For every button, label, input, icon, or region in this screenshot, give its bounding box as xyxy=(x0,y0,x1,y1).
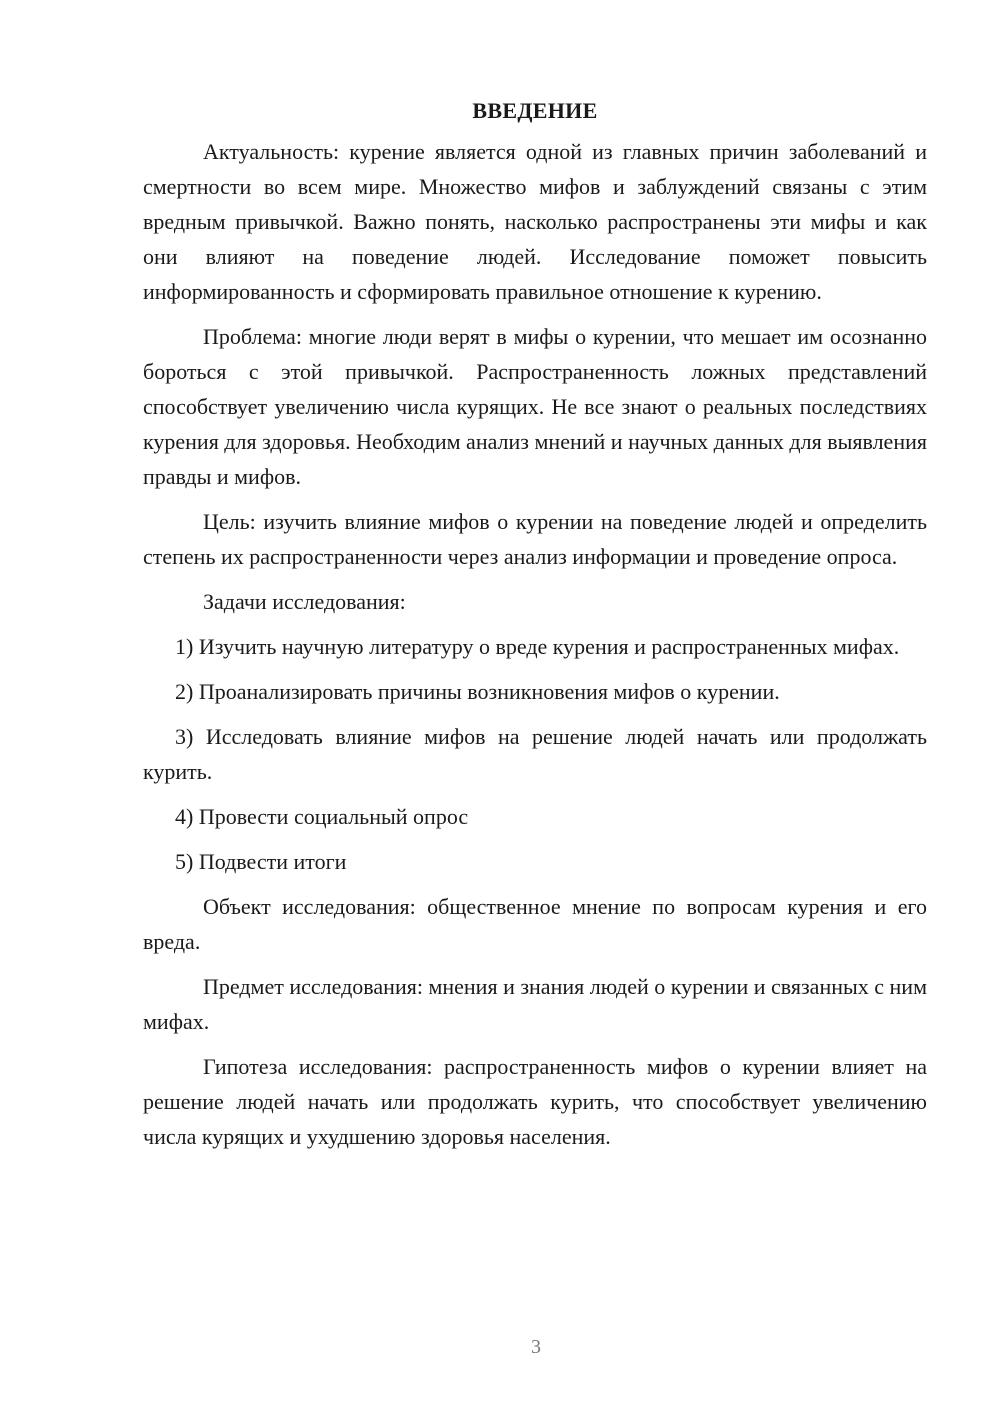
tasks-title: Задачи исследования: xyxy=(203,589,406,614)
goal-paragraph: Цель: изучить влияние мифов о курении на поведение людей и определить степень их распространенности через анализ информации и проведение опроса. xyxy=(143,509,927,569)
problem-paragraph: Проблема: многие люди верят в мифы о курении, что мешает им осознанно бороться с этой привычкой. Распространенность ложных представлений способствует увеличению числа курящих. Не все знают о реальных последствиях курения для здоровья. Необходим анализ мнений и научных данных для выявления правды и мифов. xyxy=(143,324,927,489)
hypothesis-paragraph: Гипотеза исследования: распространенность мифов о курении влияет на решение людей начать или продолжать курить, что способствует увеличению числа курящих и ухудшению здоровья населения. xyxy=(143,1054,927,1149)
task-item-5: 5) Подвести итоги xyxy=(175,849,347,874)
task-item-4: 4) Провести социальный опрос xyxy=(175,804,469,829)
subject-paragraph: Предмет исследования: мнения и знания людей о курении и связанных с ним мифах. xyxy=(143,974,928,1034)
task-item-2: 2) Проанализировать причины возникновения мифов о курении. xyxy=(175,679,780,704)
task-item-3: 3) Исследовать влияние мифов на решение людей начать или продолжать курить. xyxy=(143,724,927,784)
page-number: 3 xyxy=(531,1336,541,1358)
task-item-1: 1) Изучить научную литературу о вреде курения и распространенных мифах. xyxy=(175,634,900,659)
relevance-paragraph: Актуальность: курение является одной из главных причин заболеваний и смертности во всем мире. Множество мифов и заблуждений связаны с этим вредным привычкой. Важно понять, насколько распространены эти мифы и как они влияют на поведение людей. Исследование поможет повысить информированность и сформировать правильное отношение к курению. xyxy=(143,139,927,304)
object-paragraph: Объект исследования: общественное мнение по вопросам курения и его вреда. xyxy=(143,894,927,954)
section-heading: ВВЕДЕНИЕ xyxy=(472,98,598,123)
document-body xyxy=(143,93,927,1164)
